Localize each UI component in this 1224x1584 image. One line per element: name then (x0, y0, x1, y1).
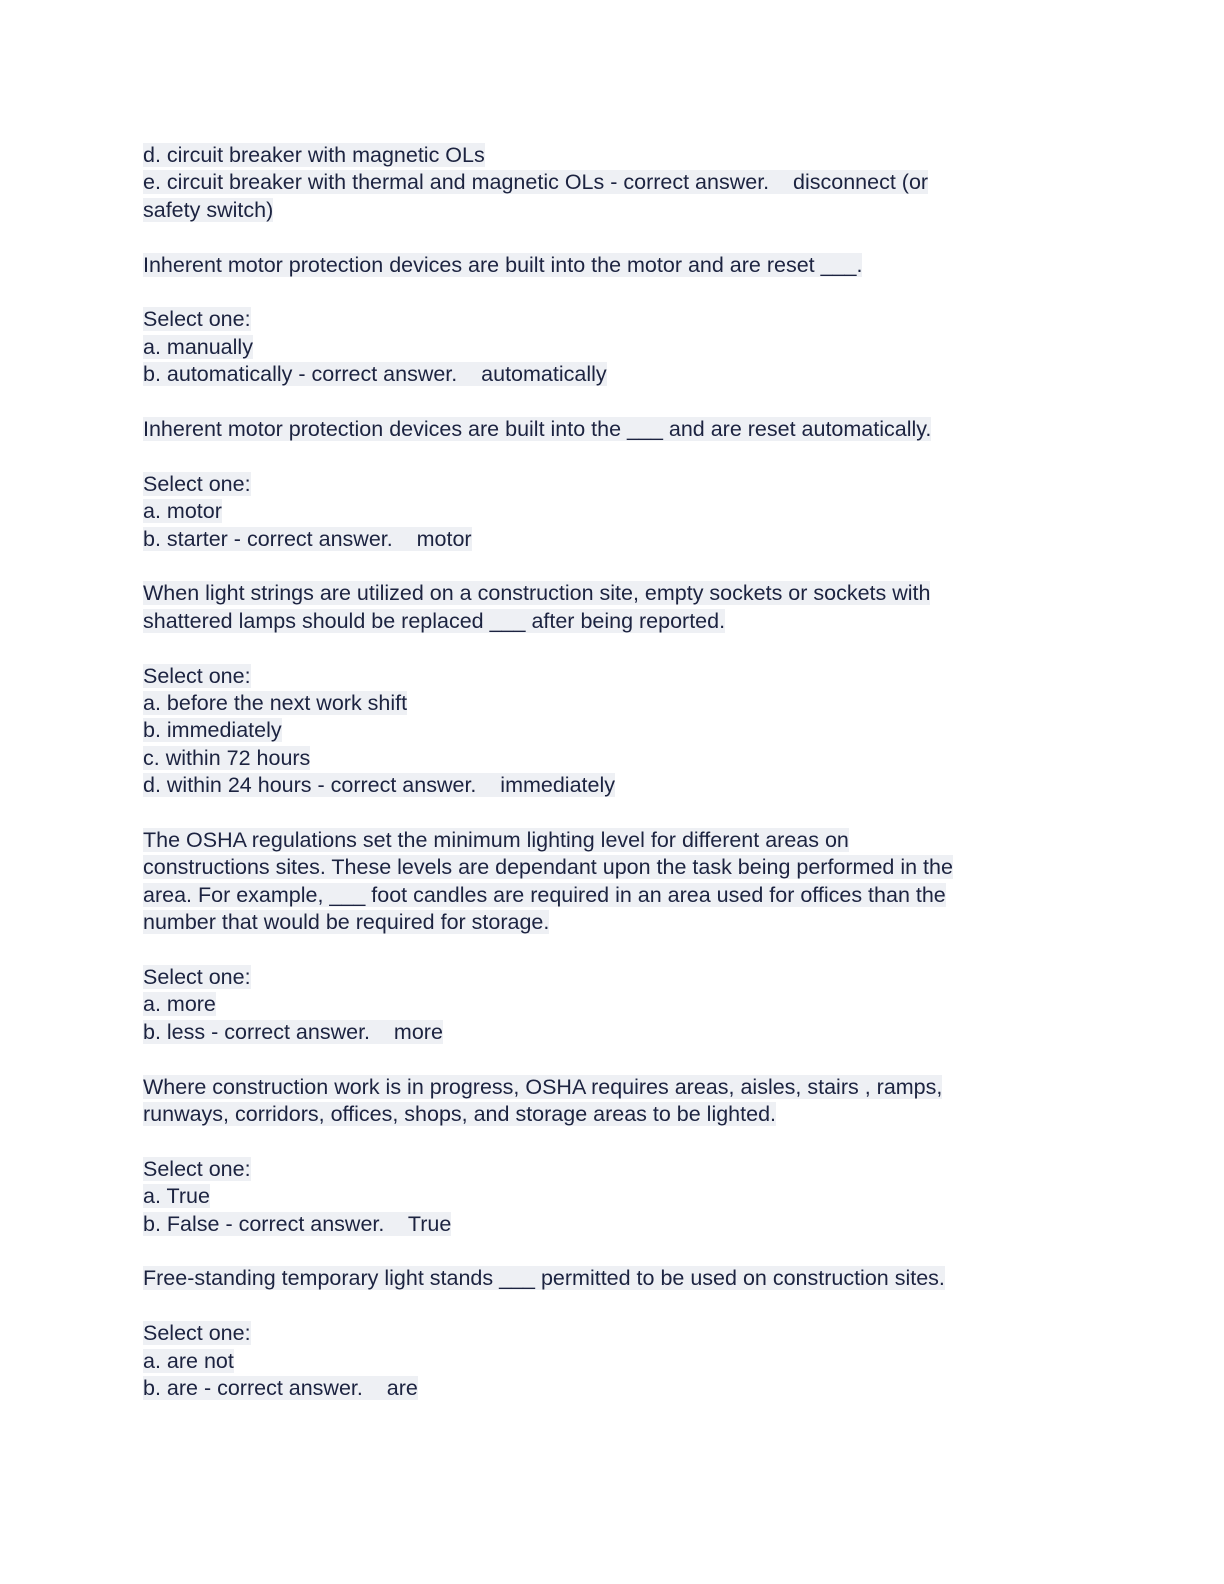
blank-line (143, 800, 1063, 827)
text-line (143, 663, 1063, 690)
text-line-content: area. For example, ___ foot candles are required in an area used for offices than the (143, 882, 946, 907)
text-line (143, 717, 1063, 744)
text-line (143, 1019, 1063, 1046)
text-line (143, 854, 1063, 881)
text-line (143, 690, 1063, 717)
text-line (143, 416, 1063, 443)
text-line-content: Free-standing temporary light stands ___ permitted to be used on construction sites. (143, 1266, 945, 1291)
blank-line (143, 937, 1063, 964)
blank-line (143, 1046, 1063, 1073)
text-line-content: b. automatically - correct answer. automatically (143, 362, 607, 387)
text-line (143, 197, 1063, 224)
text-line-content: runways, corridors, offices, shops, and storage areas to be lighted. (143, 1102, 777, 1127)
text-line-content: When light strings are utilized on a construction site, empty sockets or sockets with (143, 581, 931, 606)
text-line (143, 909, 1063, 936)
blank-line (143, 389, 1063, 416)
text-line-content: Inherent motor protection devices are built into the ___ and are reset automatically. (143, 417, 932, 442)
text-line-content: b. less - correct answer. more (143, 1019, 443, 1044)
text-line (143, 1265, 1063, 1292)
text-line (143, 745, 1063, 772)
text-line (143, 1183, 1063, 1210)
blank-line (143, 635, 1063, 662)
text-line (143, 306, 1063, 333)
text-line (143, 252, 1063, 279)
text-line-content: number that would be required for storage. (143, 910, 550, 935)
text-line-content: shattered lamps should be replaced ___ after being reported. (143, 608, 726, 633)
text-line (143, 498, 1063, 525)
blank-line (143, 224, 1063, 251)
text-line-content: b. False - correct answer. True (143, 1211, 452, 1236)
blank-line (143, 1238, 1063, 1265)
text-line (143, 334, 1063, 361)
blank-line (143, 553, 1063, 580)
text-line (143, 1320, 1063, 1347)
text-line-content: a. are not (143, 1348, 234, 1373)
text-line-content: Select one: (143, 663, 251, 688)
text-line (143, 361, 1063, 388)
text-line (143, 471, 1063, 498)
text-line (143, 1375, 1063, 1402)
text-line (143, 882, 1063, 909)
text-line (143, 827, 1063, 854)
text-line-content: a. before the next work shift (143, 691, 408, 716)
text-line-content: b. starter - correct answer. motor (143, 526, 472, 551)
text-line-content: Select one: (143, 471, 251, 496)
text-line-content: e. circuit breaker with thermal and magnetic OLs - correct answer. disconnect (or (143, 170, 929, 195)
text-line-content: a. True (143, 1184, 210, 1209)
text-line (143, 608, 1063, 635)
text-line-content: d. circuit breaker with magnetic OLs (143, 143, 485, 167)
text-line (143, 1156, 1063, 1183)
text-line-content: Select one: (143, 1156, 251, 1181)
text-line (143, 1074, 1063, 1101)
text-line-content: The OSHA regulations set the minimum lighting level for different areas on (143, 828, 849, 853)
document-page (143, 142, 1063, 1403)
text-line (143, 772, 1063, 799)
text-line (143, 1348, 1063, 1375)
text-line-content: Select one: (143, 1321, 251, 1346)
text-line-content: b. are - correct answer. are (143, 1376, 418, 1401)
text-line-content: a. motor (143, 499, 222, 524)
blank-line (143, 279, 1063, 306)
blank-line (143, 443, 1063, 470)
text-line-content: d. within 24 hours - correct answer. immediately (143, 773, 615, 798)
text-line (143, 142, 1063, 169)
text-line (143, 1101, 1063, 1128)
text-line-content: safety switch) (143, 197, 274, 222)
text-line-content: Select one: (143, 307, 251, 332)
text-line-content: Inherent motor protection devices are built into the motor and are reset ___. (143, 252, 863, 277)
text-line-content: c. within 72 hours (143, 745, 311, 770)
text-line-content: b. immediately (143, 718, 282, 743)
text-line (143, 169, 1063, 196)
text-line (143, 526, 1063, 553)
blank-line (143, 1293, 1063, 1320)
text-line (143, 991, 1063, 1018)
text-line (143, 1211, 1063, 1238)
text-line (143, 964, 1063, 991)
text-line-content: a. more (143, 992, 216, 1017)
text-line (143, 580, 1063, 607)
text-line-content: Select one: (143, 965, 251, 990)
text-line-content: a. manually (143, 334, 253, 359)
text-line-content: constructions sites. These levels are dependant upon the task being performed in the (143, 855, 953, 880)
text-line-content: Where construction work is in progress, OSHA requires areas, aisles, stairs , ramps, (143, 1074, 943, 1099)
blank-line (143, 1128, 1063, 1155)
